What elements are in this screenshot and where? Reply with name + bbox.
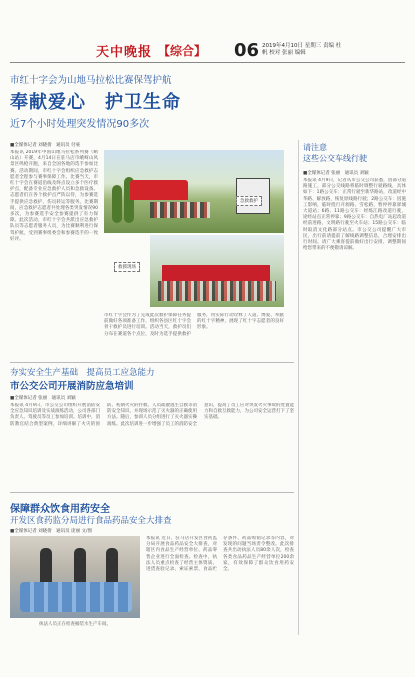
article2-kicker: 夯实安全生产基础 提高员工应急能力 xyxy=(10,368,155,378)
article2-body: 本报讯 4月9日，市公交公司组织开展消防安全应急知识培训及实战演练活动，公司各部门负责人、驾驶员等员工参加培训。培训中，消防教官结合典型案例，详细讲解了火灾的预防、初期火灾的扑救、人员疏散逃生自救等消防安全知识，并现场示范了灭火器的正确使用方法。随后，参训人员分组进行了灭火器实操演练。此次培训进一步增强了员工的消防安全意识，提高了员工应对突发火灾事故的处置能力和自救互救能力，为公司安全运营打下了坚实基础。 xyxy=(10,403,294,427)
crowd-shape xyxy=(150,202,210,218)
page-number: 06 xyxy=(234,40,260,61)
right-column-byline: ■全媒体记者 张丽 通讯员 刘颖 xyxy=(303,171,369,176)
right-column-body: 本报讯 4月9日，记者从市公交公司获悉，因部分道路施工，部分公交线路将临时调整行驶路线，具体如下：1路公交车：正常行驶至新华路站，改道经中华路、解放路，恢复原线路行驶；2路公交车：因施工影响，临时绕行开源路、雪松路，暂停停靠驿城大道站；6路、11路公交车：经练江路改道行驶，途经站点正常停靠；9路公交车：自热电厂站起改道经前进路、文明路行驶至火车站；15路公交车：临时取消文化路部分站点。市公交公司提醒广大市民，出行前请提前了解线路调整信息，合理安排出行时间。请广大乘客提前做好出行安排，调整期间给您带来的不便敬请谅解。 xyxy=(303,178,406,252)
person-shape xyxy=(74,548,86,586)
section-divider xyxy=(10,492,294,493)
volunteer-group-photo xyxy=(150,235,284,307)
article1-body-bottom: 市红十字会作为了完成此次救护保障任务提前做好各项准备工作，组织各县区红十字会骨干救护员进行培训。活动当天，救护员们分布在赛道各个点位，及时为选手提供救护服务，用实际行动诠释了人道、博爱、奉献的红十字精神，展现了红十字志愿者的良好形象。 xyxy=(104,313,284,337)
date-line: 2019年4月10日 星期三 责编 杜帆 校对 张丽 编辑 xyxy=(262,43,342,56)
person-shape xyxy=(40,548,52,586)
masthead xyxy=(96,41,206,59)
article3-byline: ■全媒体记者 刘晓倩 通讯员 庞丽 文/图 xyxy=(10,529,93,534)
header-divider xyxy=(10,62,405,63)
water-inspection-photo xyxy=(10,536,140,618)
article2-byline: ■全媒体记者 张丽 通讯员 刘颖 xyxy=(10,396,76,401)
article3-headline: 保障群众饮食用药安全 xyxy=(10,504,110,515)
article1-body-left: 本报讯 2019年中国山地马拉松系列赛（崤山站）开赛，4月14日在驻马店市嵖岈山风景区鸣枪开跑，来自全国各地的选手参加比赛。活动期间，市红十字会组织应急救护志愿者全程参与赛事保障工作。比赛当天，市红十字会在赛道沿线及终点设立多个医疗救护点，配备专业应急救护人员和急救设备。志愿者们在各个救护点严阵以待，为参赛选手提供应急救护、伤员转运等服务。比赛期间，应急救护志愿者共处理各类突发情况90多次，为参赛选手安全参赛提供了有力保障。此次活动，市红十字会共派出应急救护队员等志愿者服务人员，为比赛顺利进行保驾护航，受到赛事组委会和参赛选手的一致好评。 xyxy=(10,150,98,242)
article1-byline: ■全媒体记者 刘晓倩 通讯员 付豪 xyxy=(10,143,81,148)
article1-subheadline: 近7个小时处理突发情况90多次 xyxy=(10,119,150,130)
right-column-kicker: 请注意 xyxy=(303,143,327,152)
column-divider xyxy=(298,140,299,635)
marathon-first-aid-photo xyxy=(104,150,284,233)
article3-subheadline: 开发区食药监分局进行食品药品安全大排查 xyxy=(10,516,172,526)
article1-headline: 奉献爱心 护卫生命 xyxy=(10,92,181,113)
water-bottles-shape xyxy=(20,582,132,612)
photo-caption: 执法人员正在检查桶装水生产车间。 xyxy=(39,622,111,627)
callout-label-mid: 救援现场 xyxy=(114,262,140,272)
person-shape xyxy=(106,548,118,586)
newspaper-logo: 天中晚报 xyxy=(96,44,153,60)
right-column-headline: 这些公交车线行驶 xyxy=(303,154,367,163)
callout-label-top: 急救救护 xyxy=(236,196,262,206)
red-tent-shape xyxy=(130,180,188,200)
section-divider xyxy=(10,362,294,363)
section-tag: 【综合】 xyxy=(158,43,207,58)
article3-body: 本报讯 近日，驻马店开发区食药监分局开展食品药品安全大排查，对辖区内食品生产经营单位、药品零售企业进行全面检查。检查中，执法人员重点检查了经营主体资质、进货查验记录、索证索票、食品贮存条件、药品购销记录等内容，对发现的问题当场责令整改。此次排查共出动执法人员80余人次，检查各类食品药品生产经营单位200余家，有效保障了群众饮食用药安全。 xyxy=(146,536,294,573)
tree-shape xyxy=(112,185,122,223)
article1-kicker: 市红十字会为山地马拉松比赛保驾护航 xyxy=(10,75,172,86)
red-banner-shape xyxy=(162,265,270,281)
article2-headline: 市公交公司开展消防应急培训 xyxy=(10,381,134,392)
crowd-shape xyxy=(158,281,276,301)
